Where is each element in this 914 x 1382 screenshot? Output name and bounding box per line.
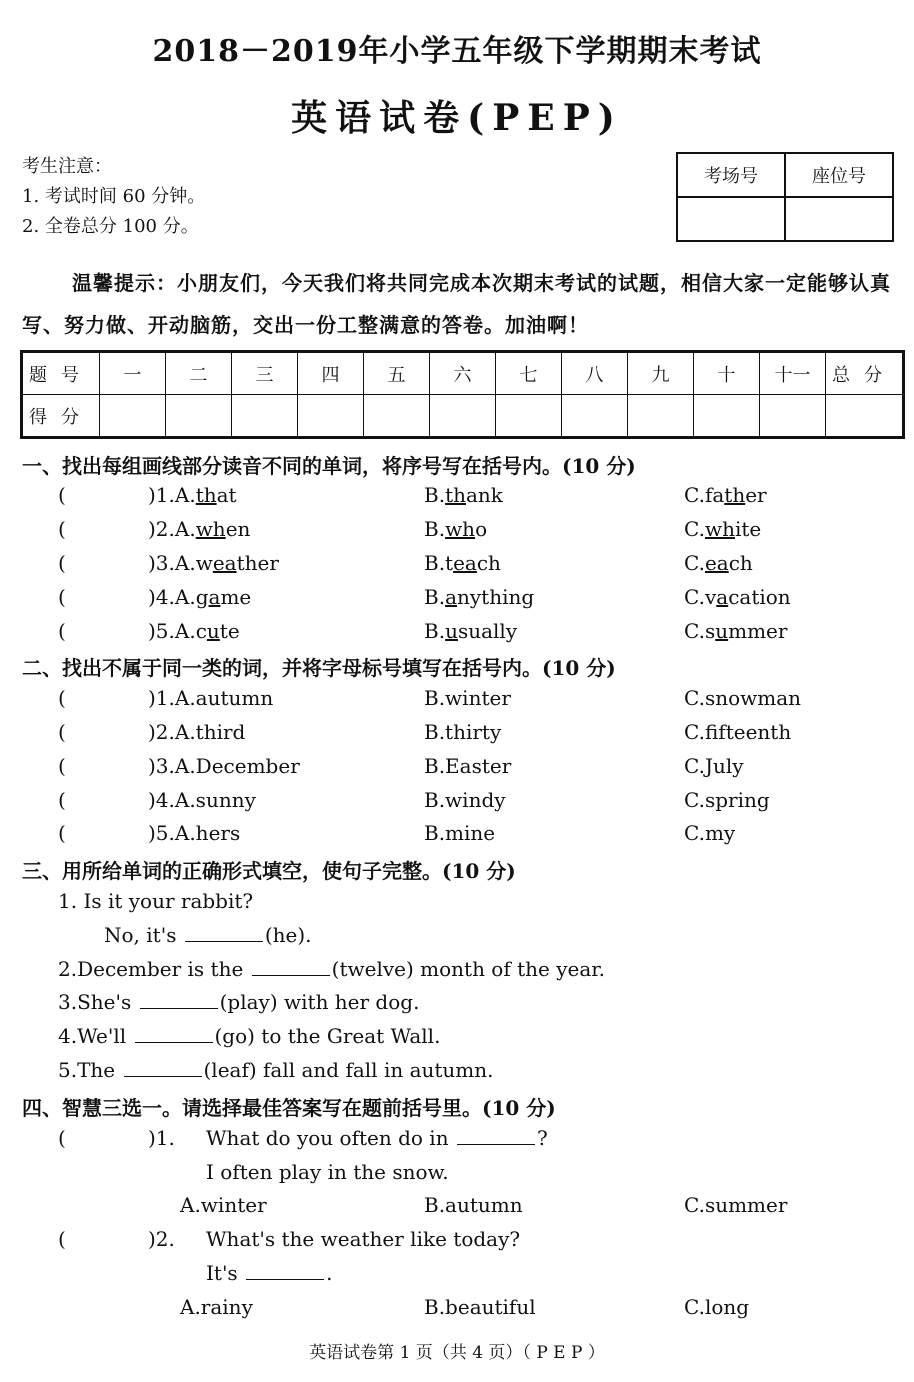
answer-paren[interactable]: (: [58, 788, 66, 812]
fill-blank: [246, 1261, 324, 1280]
score-column-header: 十一: [760, 352, 826, 395]
score-cell[interactable]: [760, 395, 826, 438]
answer-paren[interactable]: (: [58, 1126, 66, 1150]
s2-q4-b: B.windy: [424, 788, 506, 812]
s4-q2-number: )2.: [148, 1227, 175, 1251]
warm-tip: 温馨提示：小朋友们，今天我们将共同完成本次期末考试的试题，相信大家一定能够认真写、努力做、开动脑筋，交出一份工整满意的答卷。加油啊！: [22, 271, 891, 337]
s2-q4-a: )4.A.sunny: [148, 788, 256, 812]
score-table: [20, 350, 905, 439]
s3-q3: 3.She's (play) with her dog.: [58, 990, 420, 1014]
notes-item: 1. 考试时间 60 分钟。: [22, 186, 206, 207]
s1-q2-a: )2.A.when: [148, 517, 251, 541]
score-cell[interactable]: [694, 395, 760, 438]
s1-q5-b: B.usually: [424, 619, 518, 643]
fill-blank[interactable]: [185, 923, 263, 942]
question-number-label: 题号: [22, 352, 100, 395]
s2-q2-c: C.fifteenth: [684, 720, 792, 744]
score-cell[interactable]: [826, 395, 904, 438]
score-column-header: 六: [430, 352, 496, 395]
score-cell[interactable]: [628, 395, 694, 438]
s1-q5-a: )5.A.cute: [148, 619, 240, 643]
score-column-header: 三: [232, 352, 298, 395]
s2-q2-b: B.thirty: [424, 720, 502, 744]
s1-q2-b: B.who: [424, 517, 488, 541]
s4-q2-answer: It's .: [206, 1261, 333, 1285]
exam-notes: [22, 152, 205, 242]
s2-q1-a: )1.A.autumn: [148, 686, 274, 710]
s2-q2-a: )2.A.third: [148, 720, 246, 744]
answer-paren[interactable]: (: [58, 551, 66, 575]
s1-q1-c: C.father: [684, 483, 767, 507]
s2-q5-c: C.my: [684, 821, 736, 845]
score-column-header: 十: [694, 352, 760, 395]
section3-heading: 三、用所给单词的正确形式填空，使句子完整。(10 分): [22, 859, 516, 883]
s1-q1-a: )1.A.that: [148, 483, 237, 507]
answer-paren[interactable]: (: [58, 483, 66, 507]
seat-number-field[interactable]: [785, 197, 893, 241]
s1-q1-b: B.thank: [424, 483, 503, 507]
s3-q1-question: 1. Is it your rabbit?: [58, 889, 254, 913]
s2-q3-b: B.Easter: [424, 754, 512, 778]
s4-q2-option-c: C.long: [684, 1295, 750, 1319]
s2-q3-a: )3.A.December: [148, 754, 300, 778]
exam-title: 2018－2019年小学五年级下学期期末考试: [152, 34, 762, 69]
answer-paren[interactable]: (: [58, 619, 66, 643]
score-cell[interactable]: [364, 395, 430, 438]
s4-q1-option-a: A.winter: [180, 1193, 267, 1217]
section1-heading: 一、找出每组画线部分读音不同的单词，将序号写在括号内。(10 分): [22, 454, 636, 478]
s1-q3-b: B.teach: [424, 551, 501, 575]
score-column-header: 九: [628, 352, 694, 395]
s4-q2-question: What's the weather like today?: [206, 1227, 521, 1251]
notes-heading: 考生注意：: [22, 156, 112, 177]
seat-table: [676, 152, 894, 242]
answer-paren[interactable]: (: [58, 720, 66, 744]
s1-q2-c: C.white: [684, 517, 762, 541]
score-cell[interactable]: [298, 395, 364, 438]
s3-q2: 2.December is the (twelve) month of the year.: [58, 957, 605, 981]
s3-q5: 5.The (leaf) fall and fall in autumn.: [58, 1058, 494, 1082]
s2-q5-b: B.mine: [424, 821, 496, 845]
s1-q3-c: C.each: [684, 551, 753, 575]
section4-heading: 四、智慧三选一。请选择最佳答案写在题前括号里。(10 分): [22, 1096, 556, 1120]
page-footer: 英语试卷第 1 页（共 4 页）（ P E P ）: [309, 1343, 605, 1363]
s4-q1-answer: I often play in the snow.: [206, 1160, 449, 1184]
s1-q4-c: C.vacation: [684, 585, 791, 609]
fill-blank[interactable]: [135, 1024, 213, 1043]
answer-paren[interactable]: (: [58, 1227, 66, 1251]
s4-q1-question: What do you often do in ?: [206, 1126, 548, 1150]
s4-q2-option-a: A.rainy: [180, 1295, 253, 1319]
answer-paren[interactable]: (: [58, 517, 66, 541]
fill-blank[interactable]: [140, 990, 218, 1009]
exam-room-label: 考场号: [677, 153, 785, 197]
s4-q1-number: )1.: [148, 1126, 175, 1150]
score-column-header: 七: [496, 352, 562, 395]
fill-blank[interactable]: [252, 957, 330, 976]
score-column-header: 四: [298, 352, 364, 395]
score-cell[interactable]: [496, 395, 562, 438]
fill-blank: [457, 1126, 535, 1145]
score-column-header: 二: [166, 352, 232, 395]
answer-paren[interactable]: (: [58, 686, 66, 710]
score-cell[interactable]: [562, 395, 628, 438]
score-cell[interactable]: [430, 395, 496, 438]
seat-number-label: 座位号: [785, 153, 893, 197]
s4-q2-option-b: B.beautiful: [424, 1295, 536, 1319]
s2-q3-c: C.July: [684, 754, 744, 778]
total-score-label: 总分: [826, 352, 904, 395]
score-label: 得分: [22, 395, 100, 438]
s2-q4-c: C.spring: [684, 788, 770, 812]
s1-q5-c: C.summer: [684, 619, 788, 643]
s3-q4: 4.We'll (go) to the Great Wall.: [58, 1024, 441, 1048]
notes-item: 2. 全卷总分 100 分。: [22, 216, 199, 237]
s1-q3-a: )3.A.weather: [148, 551, 279, 575]
score-cell[interactable]: [232, 395, 298, 438]
exam-subtitle: 英语试卷(PEP): [291, 97, 623, 139]
s2-q5-a: )5.A.hers: [148, 821, 241, 845]
s4-q1-option-c: C.summer: [684, 1193, 788, 1217]
answer-paren[interactable]: (: [58, 754, 66, 778]
answer-paren[interactable]: (: [58, 585, 66, 609]
score-column-header: 八: [562, 352, 628, 395]
s1-q4-a: )4.A.game: [148, 585, 252, 609]
section2-heading: 二、找出不属于同一类的词，并将字母标号填写在括号内。(10 分): [22, 656, 616, 680]
score-column-header: 一: [100, 352, 166, 395]
s2-q1-c: C.snowman: [684, 686, 802, 710]
answer-paren[interactable]: (: [58, 821, 66, 845]
score-cell[interactable]: [166, 395, 232, 438]
s2-q1-b: B.winter: [424, 686, 511, 710]
exam-room-field[interactable]: [677, 197, 785, 241]
score-column-header: 五: [364, 352, 430, 395]
fill-blank[interactable]: [124, 1058, 202, 1077]
s4-q1-option-b: B.autumn: [424, 1193, 523, 1217]
s1-q4-b: B.anything: [424, 585, 535, 609]
s3-q1-answer: No, it's (he).: [104, 923, 312, 947]
score-cell[interactable]: [100, 395, 166, 438]
